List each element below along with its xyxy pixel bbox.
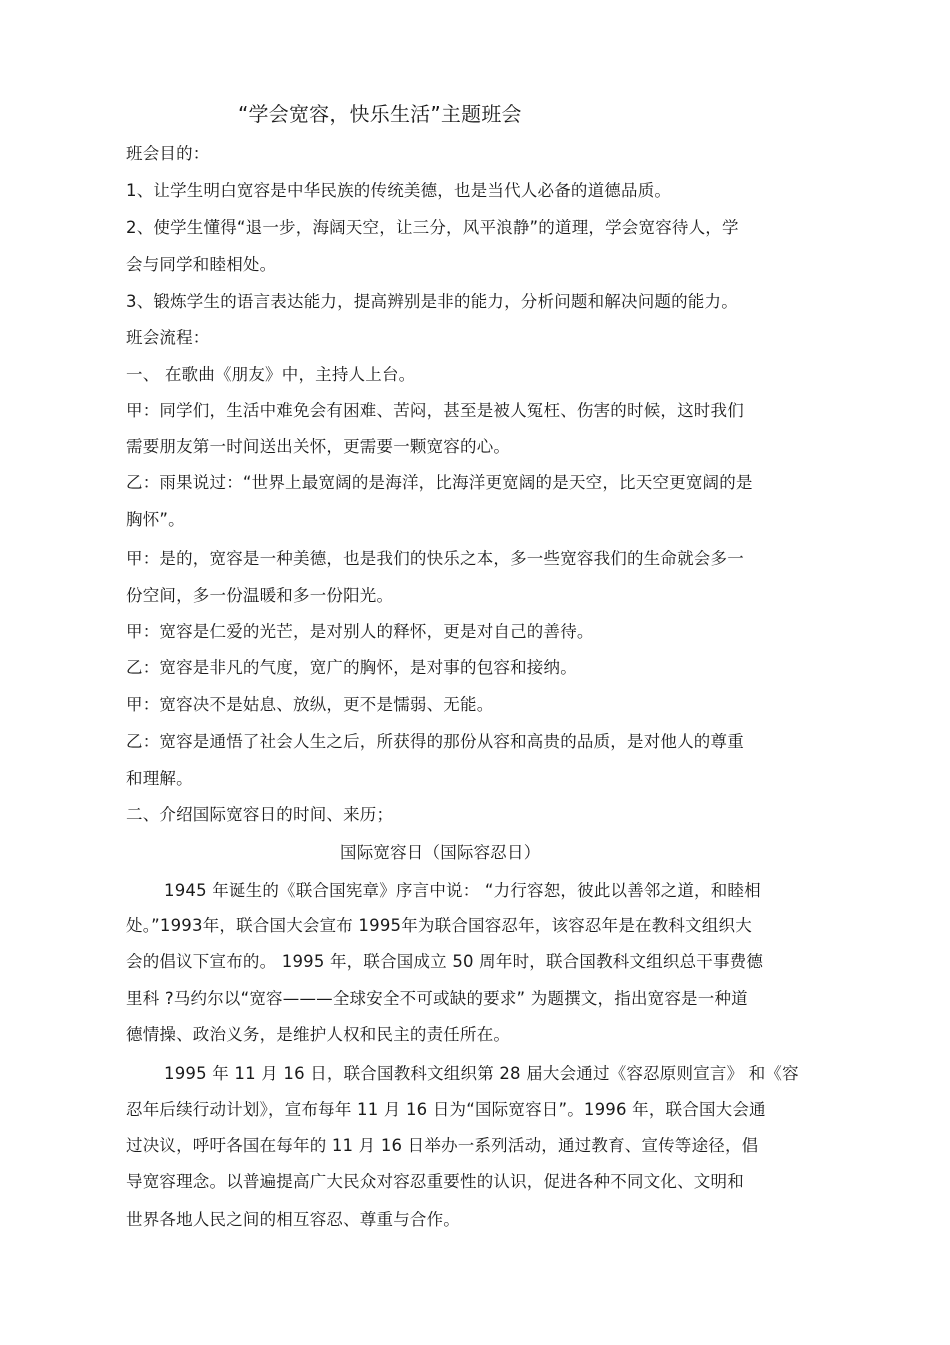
text-line: 和理解。 xyxy=(126,769,193,788)
text-line: 甲：宽容是仁爱的光芒，是对别人的释怀，更是对自己的善待。 xyxy=(126,622,594,641)
subsection-title: 国际宽容日（国际容忍日） xyxy=(340,843,541,862)
text-line: 乙：宽容是通悟了社会人生之后，所获得的那份从容和高贵的品质，是对他人的尊重 xyxy=(126,732,744,751)
text-line: 甲：同学们，生活中难免会有困难、苦闷，甚至是被人冤枉、伤害的时候，这时我们 xyxy=(126,401,744,420)
text-line: 乙：宽容是非凡的气度，宽广的胸怀，是对事的包容和接纳。 xyxy=(126,658,577,677)
paragraph-line: 忍年后续行动计划》，宣布每年 11 月 16 日为“国际宽容日”。1996 年，联合国大会通 xyxy=(126,1100,766,1119)
text-line: 甲：宽容决不是姑息、放纵，更不是懦弱、无能。 xyxy=(126,695,494,714)
paragraph-line: 1995 年 11 月 16 日，联合国教科文组织第 28 届大会通过《容忍原则宣言》 和《容 xyxy=(164,1064,799,1083)
text-line: 1、让学生明白宽容是中华民族的传统美德，也是当代人必备的道德品质。 xyxy=(126,181,672,200)
text-line: 乙：雨果说过：“世界上最宽阔的是海洋，比海洋更宽阔的是天空，比天空更宽阔的是 xyxy=(126,473,753,492)
text-line: 胸怀”。 xyxy=(126,510,185,529)
text-line: 需要朋友第一时间送出关怀，更需要一颗宽容的心。 xyxy=(126,437,511,456)
paragraph-line: 里科 ?马约尔以“宽容———全球安全不可或缺的要求” 为题撰文，指出宽容是一种道 xyxy=(126,989,748,1008)
text-line: 甲：是的，宽容是一种美德，也是我们的快乐之本，多一些宽容我们的生命就会多一 xyxy=(126,549,744,568)
document-title: “学会宽容，快乐生活”主题班会 xyxy=(238,102,522,126)
paragraph-line: 世界各地人民之间的相互容忍、尊重与合作。 xyxy=(126,1210,460,1229)
section-heading-purpose: 班会目的： xyxy=(126,144,210,163)
text-line: 3、锻炼学生的语言表达能力，提高辨别是非的能力，分析问题和解决问题的能力。 xyxy=(126,292,738,311)
paragraph-line: 过决议，呼吁各国在每年的 11 月 16 日举办一系列活动，通过教育、宣传等途径，倡 xyxy=(126,1136,759,1155)
paragraph-line: 德情操、政治义务，是维护人权和民主的责任所在。 xyxy=(126,1025,511,1044)
paragraph-line: 会的倡议下宣布的。 1995 年，联合国成立 50 周年时，联合国教科文组织总干事费德 xyxy=(126,952,764,971)
text-line: 2、使学生懂得“退一步，海阔天空，让三分，风平浪静”的道理，学会宽容待人，学 xyxy=(126,218,739,237)
paragraph-line: 处。”1993年，联合国大会宣布 1995年为联合国容忍年，该容忍年是在教科文组织大 xyxy=(126,916,752,935)
section-heading-intro: 二、介绍国际宽容日的时间、来历； xyxy=(126,805,394,824)
text-line: 份空间，多一份温暖和多一份阳光。 xyxy=(126,586,394,605)
text-line: 会与同学和睦相处。 xyxy=(126,255,277,274)
paragraph-line: 1945 年诞生的《联合国宪章》序言中说： “力行容恕，彼此以善邻之道，和睦相 xyxy=(164,881,761,900)
section-heading-process: 班会流程： xyxy=(126,328,210,347)
text-line: 一、 在歌曲《朋友》中，主持人上台。 xyxy=(126,365,416,384)
paragraph-line: 导宽容理念。以普遍提高广大民众对容忍重要性的认识，促进各种不同文化、文明和 xyxy=(126,1172,744,1191)
